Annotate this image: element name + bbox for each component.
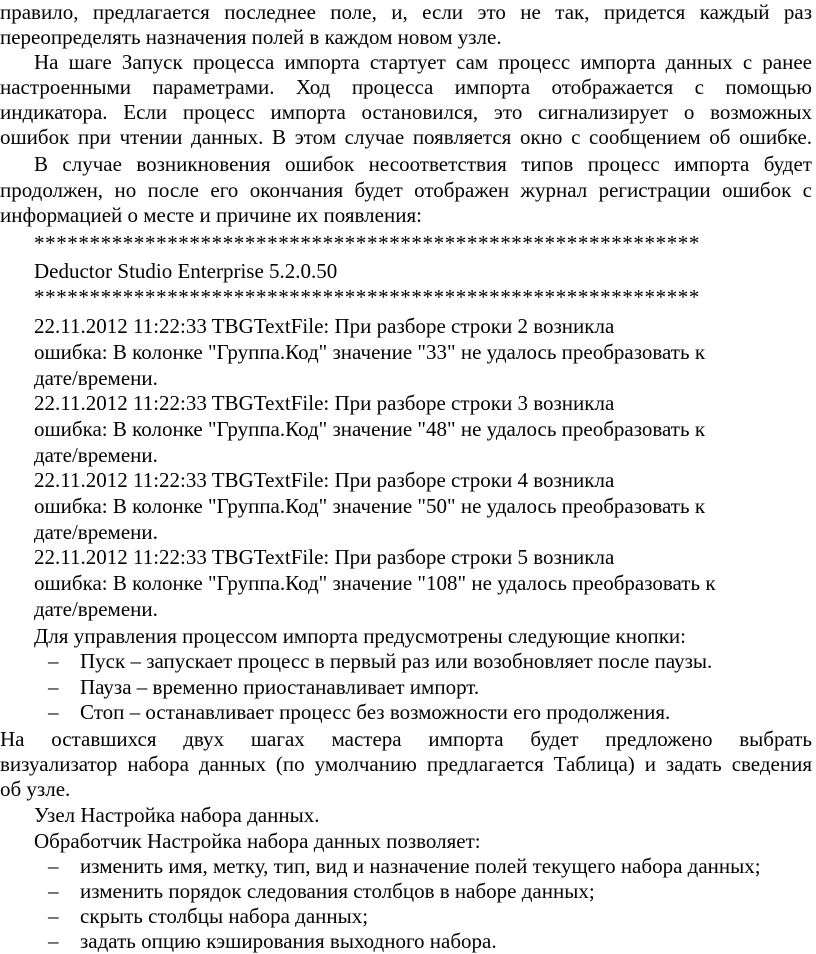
- list-item: изменить имя, метку, тип, вид и назначение полей текущего набора данных;: [80, 854, 761, 878]
- list-dash: –: [48, 904, 59, 928]
- log-entry-line: 22.11.2012 11:22:33 TBGTextFile: При разборе строки 2 возникла: [34, 314, 615, 338]
- log-entry-line: 22.11.2012 11:22:33 TBGTextFile: При разборе строки 4 возникла: [34, 468, 615, 492]
- paragraph-line: визуализатор набора данных (по умолчанию предлагается Таблица) и задать сведения: [0, 752, 812, 776]
- log-separator: ************************************************************: [34, 285, 700, 309]
- paragraph-line: индикатора. Если процесс импорта остановился, это сигнализирует о возможных: [0, 100, 812, 124]
- paragraph-line: правило, предлагается последнее поле, и, если это не так, придется каждый раз: [0, 0, 812, 24]
- log-entry-line: ошибка: В колонке "Группа.Код" значение "108" не удалось преобразовать к: [34, 571, 716, 595]
- log-separator: ************************************************************: [34, 231, 700, 255]
- node-title: Узел Настройка набора данных.: [34, 803, 320, 827]
- paragraph-line: ошибок при чтении данных. В этом случае появляется окно с сообщением об ошибке.: [0, 125, 812, 149]
- paragraph-line: об узле.: [0, 777, 71, 801]
- list-item: скрыть столбцы набора данных;: [80, 904, 369, 928]
- log-entry-line: ошибка: В колонке "Группа.Код" значение "48" не удалось преобразовать к: [34, 417, 706, 441]
- list-dash: –: [48, 649, 59, 673]
- log-entry-line: 22.11.2012 11:22:33 TBGTextFile: При разборе строки 3 возникла: [34, 391, 615, 415]
- paragraph-line: На шаге Запуск процесса импорта стартует сам процесс импорта данных с ранее: [34, 50, 812, 74]
- list-dash: –: [48, 879, 59, 903]
- buttons-intro: Для управления процессом импорта предусмотрены следующие кнопки:: [34, 624, 686, 648]
- log-product: Deductor Studio Enterprise 5.2.0.50: [34, 259, 338, 283]
- paragraph-line: информацией о месте и причине их появления:: [0, 203, 422, 227]
- list-dash: –: [48, 929, 59, 953]
- log-entry-line: ошибка: В колонке "Группа.Код" значение "50" не удалось преобразовать к: [34, 494, 706, 518]
- list-item: Пуск – запускает процесс в первый раз или возобновляет после паузы.: [80, 649, 713, 673]
- log-entry-line: дате/времени.: [34, 597, 158, 621]
- paragraph-line: переопределять назначения полей в каждом новом узле.: [0, 25, 502, 49]
- paragraph-line: На оставшихся двух шагах мастера импорта будет предложено выбрать: [0, 727, 812, 751]
- handler-intro: Обработчик Настройка набора данных позволяет:: [34, 829, 481, 853]
- log-entry-line: дате/времени.: [34, 366, 158, 390]
- list-item: Пауза – временно приостанавливает импорт.: [80, 675, 480, 699]
- log-entry-line: ошибка: В колонке "Группа.Код" значение "33" не удалось преобразовать к: [34, 340, 706, 364]
- log-entry-line: дате/времени.: [34, 520, 158, 544]
- list-item: Стоп – останавливает процесс без возможности его продолжения.: [80, 700, 671, 724]
- paragraph-line: настроенными параметрами. Ход процесса импорта отображается с помощью: [0, 75, 812, 99]
- log-entry-line: 22.11.2012 11:22:33 TBGTextFile: При разборе строки 5 возникла: [34, 545, 615, 569]
- paragraph-line: продолжен, но после его окончания будет отображен журнал регистрации ошибок с: [0, 178, 812, 202]
- list-dash: –: [48, 675, 59, 699]
- list-dash: –: [48, 854, 59, 878]
- log-entry-line: дате/времени.: [34, 443, 158, 467]
- list-dash: –: [48, 700, 59, 724]
- paragraph-line: В случае возникновения ошибок несоответствия типов процесс импорта будет: [34, 152, 812, 176]
- list-item: задать опцию кэширования выходного набора.: [80, 929, 497, 953]
- list-item: изменить порядок следования столбцов в наборе данных;: [80, 879, 595, 903]
